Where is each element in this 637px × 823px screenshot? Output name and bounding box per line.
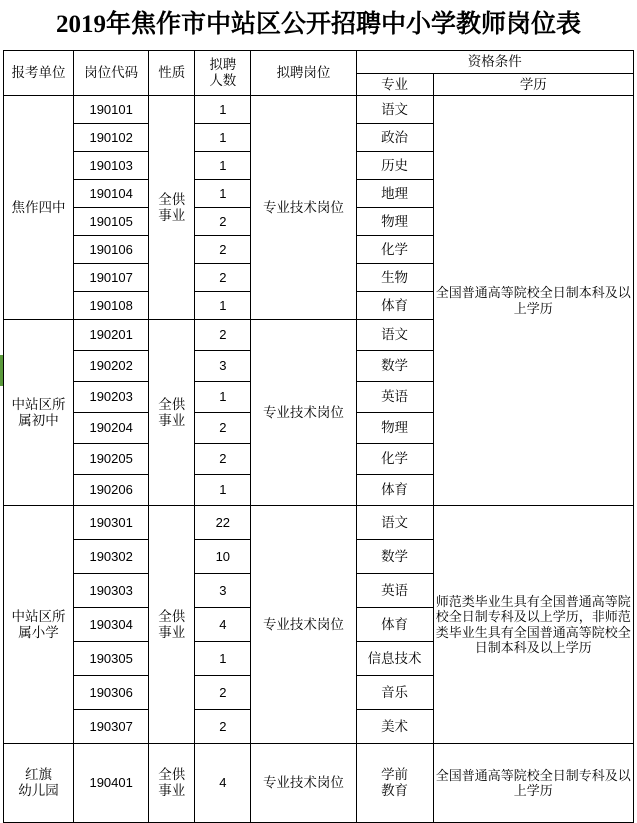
header-count-line1: 拟聘 [209, 57, 237, 73]
header-post: 拟聘岗位 [251, 51, 356, 96]
cell-major: 生物 [356, 264, 433, 292]
cell-major: 历史 [356, 152, 433, 180]
cell-nature [149, 320, 195, 506]
cell-count: 1 [195, 382, 251, 413]
cell-code: 190202 [74, 351, 149, 382]
cell-unit-line1: 红旗 [25, 767, 53, 783]
cell-count: 1 [195, 152, 251, 180]
cell-major-line2: 教育 [381, 783, 409, 798]
cell-count: 2 [195, 320, 251, 351]
cell-count: 3 [195, 574, 251, 608]
cell-count: 2 [195, 676, 251, 710]
cell-major: 数学 [356, 351, 433, 382]
cell-nature-line1: 全供 [158, 767, 186, 783]
cell-code: 190107 [74, 264, 149, 292]
cell-code: 190104 [74, 180, 149, 208]
cell-count: 1 [195, 124, 251, 152]
cell-code: 190108 [74, 292, 149, 320]
cell-education: 师范类毕业生具有全国普通高等院校全日制专科及以上学历，非师范类毕业生具有全国普通高等院校全日制本科及以上学历 [433, 506, 633, 744]
cell-major: 政治 [356, 124, 433, 152]
cell-code: 190103 [74, 152, 149, 180]
cell-count: 2 [195, 236, 251, 264]
header-major: 专业 [356, 74, 433, 96]
cell-unit [4, 506, 74, 744]
cell-code: 190204 [74, 413, 149, 444]
cell-major: 体育 [356, 475, 433, 506]
cell-nature-line2: 事业 [158, 783, 186, 798]
cell-major: 英语 [356, 382, 433, 413]
cell-code: 190101 [74, 96, 149, 124]
cell-code: 190203 [74, 382, 149, 413]
header-count-line2: 人数 [209, 73, 237, 88]
cell-count: 10 [195, 540, 251, 574]
cell-count: 1 [195, 475, 251, 506]
cell-count: 4 [195, 744, 251, 823]
cell-code: 190307 [74, 710, 149, 744]
cell-count: 1 [195, 96, 251, 124]
cell-major: 信息技术 [356, 642, 433, 676]
cell-count: 4 [195, 608, 251, 642]
cell-major: 化学 [356, 444, 433, 475]
cell-nature-line2: 事业 [158, 624, 186, 640]
cell-major: 语文 [356, 320, 433, 351]
cell-code: 190304 [74, 608, 149, 642]
cell-education: 全国普通高等院校全日制本科及以上学历 [433, 96, 633, 506]
cell-code: 190302 [74, 540, 149, 574]
cell-major-line1: 学前 [381, 767, 409, 783]
cell-major: 体育 [356, 292, 433, 320]
cell-code: 190401 [74, 744, 149, 823]
cell-unit-line2: 幼儿园 [18, 783, 59, 798]
cell-nature [149, 96, 195, 320]
cell-count: 2 [195, 710, 251, 744]
cell-major: 语文 [356, 506, 433, 540]
page-title: 2019年焦作市中站区公开招聘中小学教师岗位表 [55, 11, 581, 38]
header-count [195, 51, 251, 96]
cell-code: 190303 [74, 574, 149, 608]
job-positions-table [3, 50, 634, 823]
table-header-row-1 [4, 51, 634, 74]
cell-unit-line1: 中站区所 [11, 396, 66, 412]
cell-unit: 焦作四中 [4, 96, 74, 320]
cell-nature [149, 506, 195, 744]
cell-count: 1 [195, 180, 251, 208]
cell-code: 190301 [74, 506, 149, 540]
header-unit: 报考单位 [4, 51, 74, 96]
cell-major: 数学 [356, 540, 433, 574]
cell-unit-line2: 属初中 [18, 412, 59, 428]
cell-post: 专业技术岗位 [251, 96, 356, 320]
cell-nature [149, 744, 195, 823]
cell-count: 1 [195, 292, 251, 320]
cell-code: 190306 [74, 676, 149, 710]
cell-major [356, 744, 433, 823]
cell-count: 1 [195, 642, 251, 676]
cell-code: 190205 [74, 444, 149, 475]
header-education: 学历 [433, 74, 633, 96]
cell-unit [4, 320, 74, 506]
cell-post: 专业技术岗位 [251, 744, 356, 823]
cell-major: 物理 [356, 413, 433, 444]
cell-major: 物理 [356, 208, 433, 236]
table-row [4, 96, 634, 124]
cell-post: 专业技术岗位 [251, 320, 356, 506]
cell-post: 专业技术岗位 [251, 506, 356, 744]
cell-nature-line1: 全供 [158, 396, 186, 412]
cell-code: 190201 [74, 320, 149, 351]
cell-major: 化学 [356, 236, 433, 264]
cell-nature-line2: 事业 [158, 412, 186, 428]
cell-count: 2 [195, 264, 251, 292]
cell-code: 190105 [74, 208, 149, 236]
cell-code: 190305 [74, 642, 149, 676]
cell-count: 2 [195, 413, 251, 444]
cell-code: 190206 [74, 475, 149, 506]
table-row [4, 506, 634, 540]
cell-nature-line1: 全供 [158, 191, 186, 207]
cell-major: 体育 [356, 608, 433, 642]
cell-education: 全国普通高等院校全日制专科及以上学历 [433, 744, 633, 823]
cell-nature-line1: 全供 [158, 608, 186, 624]
cell-nature-line2: 事业 [158, 207, 186, 223]
cell-unit [4, 744, 74, 823]
cell-major: 语文 [356, 96, 433, 124]
cell-unit-line1: 中站区所 [11, 608, 66, 624]
cell-major: 地理 [356, 180, 433, 208]
cell-major: 英语 [356, 574, 433, 608]
cell-code: 190106 [74, 236, 149, 264]
cell-major: 音乐 [356, 676, 433, 710]
header-nature: 性质 [149, 51, 195, 96]
cell-major: 美术 [356, 710, 433, 744]
cell-code: 190102 [74, 124, 149, 152]
cell-unit-line2: 属小学 [18, 624, 59, 640]
header-code: 岗位代码 [74, 51, 149, 96]
header-qualification: 资格条件 [356, 51, 633, 74]
table-row [4, 744, 634, 823]
cell-count: 2 [195, 208, 251, 236]
cell-count: 3 [195, 351, 251, 382]
cell-count: 2 [195, 444, 251, 475]
cell-count: 22 [195, 506, 251, 540]
